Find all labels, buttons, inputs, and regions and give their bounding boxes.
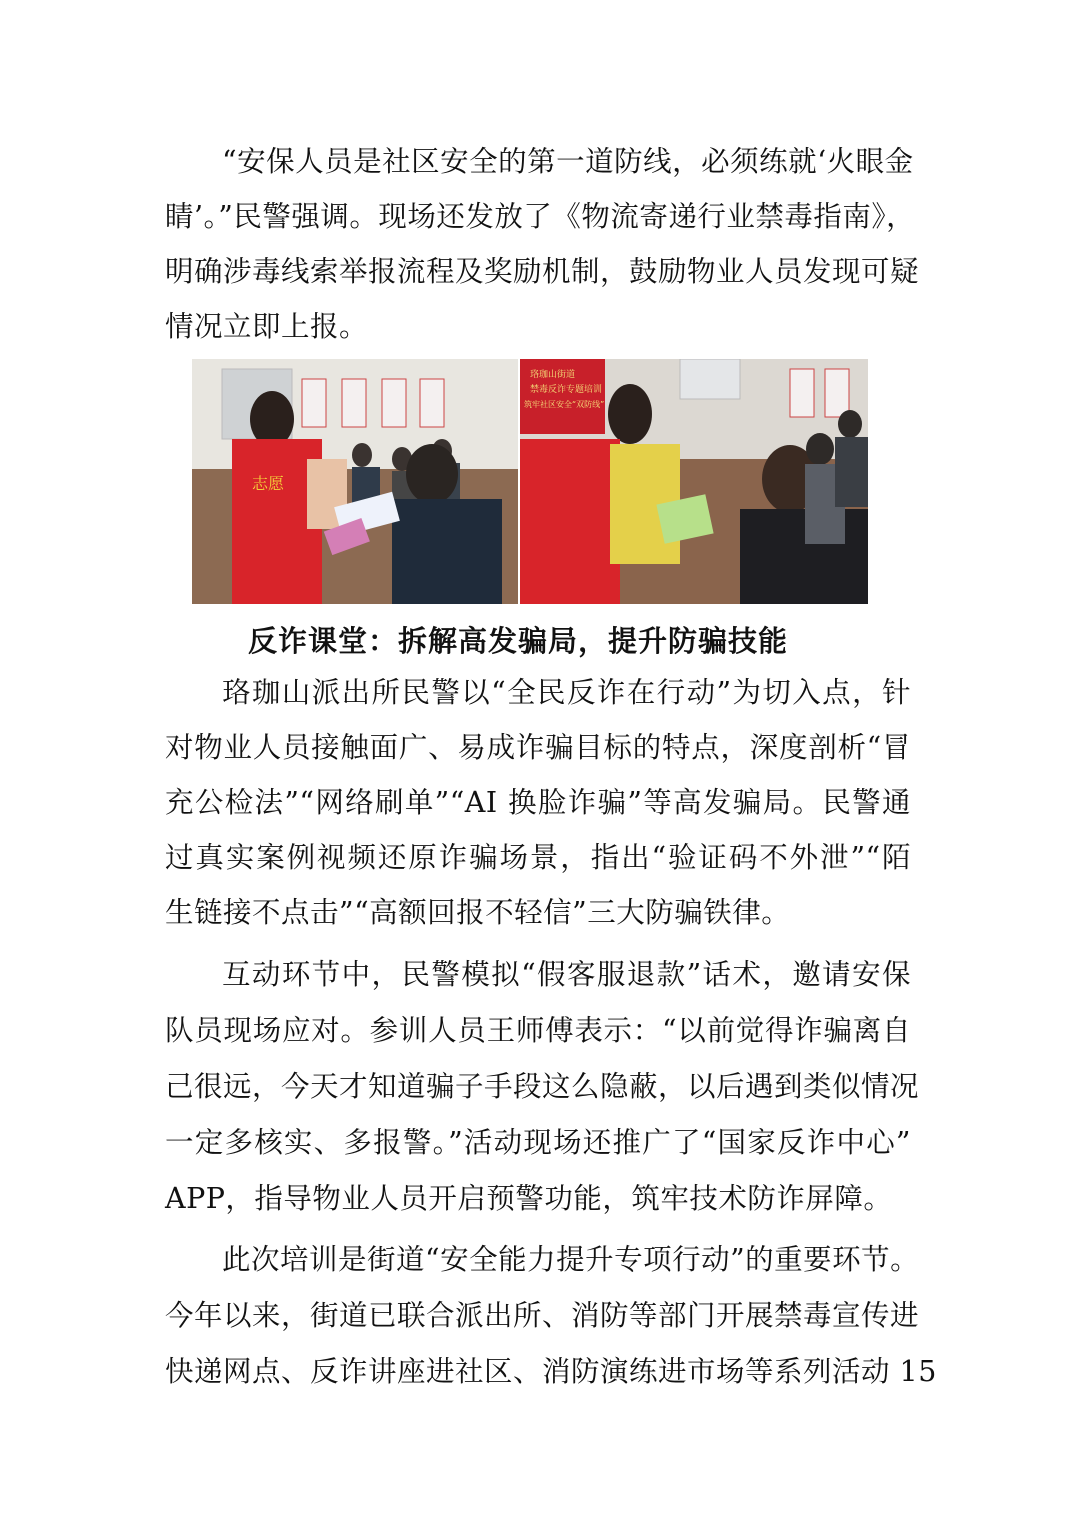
paragraph-2-line-5: 生链接不点击”“高额回报不轻信”三大防骗铁律。 [165,896,791,929]
paragraph-1-line-1: “安保人员是社区安全的第一道防线，必须练就‘火眼金 [222,145,914,178]
paragraph-1-line-3: 明确涉毒线索举报流程及奖励机制，鼓励物业人员发现可疑 [165,255,920,288]
paragraph-4-line-3: 快递网点、反诈讲座进社区、消防演练进市场等系列活动 15 [165,1355,937,1388]
banner-line-3: 筑牢社区安全“双防线” [524,400,605,409]
paragraph-4-line-2: 今年以来，街道已联合派出所、消防等部门开展禁毒宣传进 [165,1299,920,1332]
paragraph-2-line-1: 珞珈山派出所民警以“全民反诈在行动”为切入点，针 [222,676,911,709]
banner-line-2: 禁毒反诈专题培训 [530,385,603,395]
paragraph-2-line-3: 充公检法”“网络刷单”“AI 换脸诈骗”等高发骗局。民警通 [165,786,911,819]
paragraph-1-line-2: 睛’。”民警强调。现场还发放了《物流寄递行业禁毒指南》， [165,200,916,233]
banner-line-1: 珞珈山街道 [530,370,576,380]
paragraph-2-line-4: 过真实案例视频还原诈骗场景，指出“验证码不外泄”“陌 [165,841,911,874]
training-photo-left-image [192,359,518,604]
photo-collage [192,359,868,604]
paragraph-3-line-5: APP，指导物业人员开启预警功能，筑牢技术防诈屏障。 [165,1182,893,1215]
paragraph-3-line-4: 一定多核实、多报警。”活动现场还推广了“国家反诈中心” [165,1126,911,1159]
training-photo-left [192,359,518,604]
paragraph-3-line-1: 互动环节中，民警模拟“假客服退款”话术，邀请安保 [222,958,911,991]
paragraph-3-line-2: 队员现场应对。参训人员王师傅表示：“以前觉得诈骗离自 [165,1014,911,1047]
paragraph-2-line-2: 对物业人员接触面广、易成诈骗目标的特点，深度剖析“冒 [165,731,911,764]
paragraph-3-line-3: 己很远，今天才知道骗子手段这么隐蔽，以后遇到类似情况 [165,1070,920,1103]
training-photo-right-image [520,359,868,604]
training-photo-right [520,359,868,604]
vest-text-left: 志愿 [252,474,285,493]
paragraph-4-line-1: 此次培训是街道“安全能力提升专项行动”的重要环节。 [222,1243,920,1276]
paragraph-1-line-4: 情况立即上报。 [165,310,369,343]
section-heading: 反诈课堂：拆解高发骗局，提升防骗技能 [248,624,789,658]
